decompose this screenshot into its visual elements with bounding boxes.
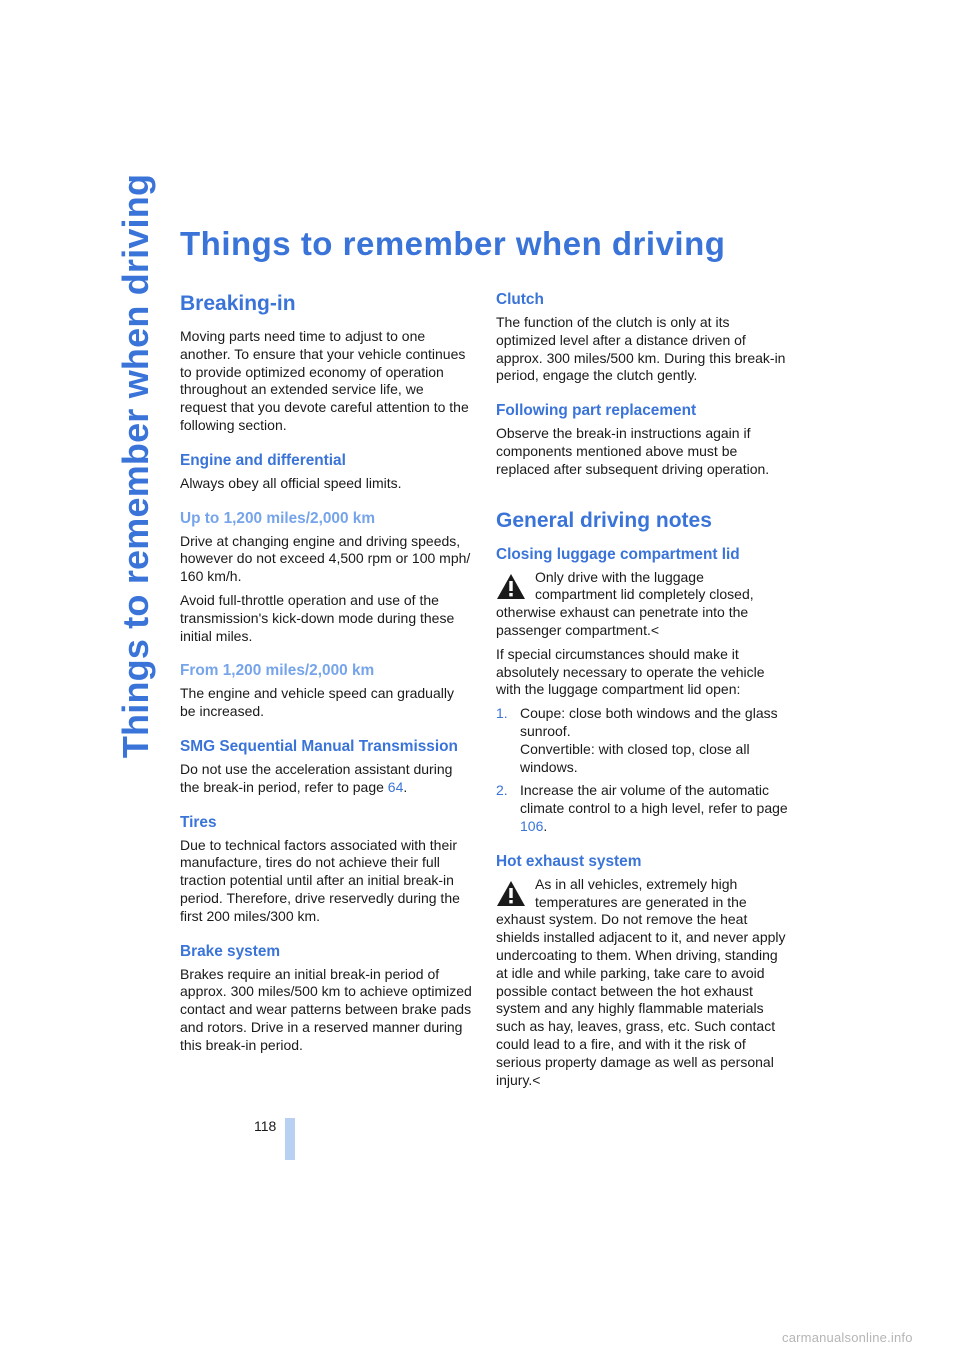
luggage-steps bbox=[496, 705, 788, 836]
warning-triangle-icon bbox=[496, 879, 526, 909]
luggage-text: If special circumstances should make it absolutely necessary to operate the vehicle with the luggage compartment lid open: bbox=[496, 645, 765, 698]
page-number-bar bbox=[285, 1118, 295, 1160]
replacement-heading: Following part replacement bbox=[496, 402, 697, 420]
clutch-heading: Clutch bbox=[496, 291, 544, 308]
clutch-text: The function of the clutch is only at its optimized level after a distance driven of approx. 300 miles/500 km. During this break-in period, engage the clutch gently. bbox=[496, 314, 786, 384]
general-notes-heading: General driving notes bbox=[496, 508, 712, 532]
engine-heading: Engine and differential bbox=[180, 451, 346, 469]
engine-text: Always obey all official speed limits. bbox=[180, 474, 402, 491]
page-title: Things to remember when driving bbox=[180, 225, 726, 262]
exhaust-warning bbox=[496, 876, 788, 1090]
exhaust-heading: Hot exhaust system bbox=[496, 852, 642, 870]
smg-text-after: . bbox=[403, 778, 408, 795]
up-to-text-1: Drive at changing engine and driving speeds, however do not exceed 4,500 rpm or 100 mph/ 160 km/h. bbox=[180, 532, 471, 585]
page-number: 118 bbox=[254, 1118, 277, 1134]
up-to-heading: Up to 1,200 miles/2,000 km bbox=[180, 509, 376, 527]
step-2-text-before: Increase the air volume of the automatic climate control to a high level, refer to page bbox=[520, 782, 788, 817]
breaking-in-intro: Moving parts need time to adjust to one another. To ensure that your vehicle continues to provide optimized economy of operation throughout an extended service life, we request that you devote careful attention to the following section. bbox=[180, 328, 469, 433]
from-text: The engine and vehicle speed can gradually be increased. bbox=[180, 685, 454, 720]
up-to-text-2: Avoid full-throttle operation and use of the transmission's kick-down mode during these initial miles. bbox=[180, 591, 455, 644]
side-chapter-title-text: Things to remember when driving bbox=[115, 173, 156, 759]
step-1-text-1: Coupe: close both windows and the glass sunroof. bbox=[520, 705, 778, 739]
smg-page-link[interactable]: 64 bbox=[387, 778, 404, 795]
luggage-warning-text: Only drive with the luggage compartment lid completely closed, otherwise exhaust can penetrate into the passenger compartment.< bbox=[496, 568, 754, 638]
luggage-step-1 bbox=[496, 705, 788, 776]
luggage-heading: Closing luggage compartment lid bbox=[496, 545, 740, 563]
side-chapter-title bbox=[113, 173, 159, 759]
right-column bbox=[496, 290, 788, 1095]
step-2-page-link[interactable]: 106 bbox=[520, 817, 544, 834]
watermark: carmanualsonline.info bbox=[782, 1330, 913, 1345]
smg-heading: SMG Sequential Manual Transmission bbox=[180, 737, 458, 755]
replacement-text: Observe the break-in instructions again if components mentioned above must be replaced after subsequent driving operation. bbox=[496, 425, 770, 477]
smg-text bbox=[180, 761, 472, 797]
brakes-heading: Brake system bbox=[180, 942, 281, 960]
luggage-warning bbox=[496, 569, 788, 640]
step-2-text-after: . bbox=[543, 817, 548, 834]
step-number: 2. bbox=[496, 782, 508, 799]
from-heading: From 1,200 miles/2,000 km bbox=[180, 662, 375, 680]
warning-triangle-icon bbox=[496, 572, 526, 602]
left-column bbox=[180, 290, 472, 1061]
step-number: 1. bbox=[496, 705, 508, 722]
luggage-step-2 bbox=[496, 782, 788, 835]
exhaust-warning-text: As in all vehicles, extremely high temperatures are generated in the exhaust system. Do not remove the heat shields installed adjacent to it, and never apply undercoating to them. When driving, standing at idle and while parking, take care to avoid possible contact between the hot exhaust system and any highly flammable materials such as hay, leaves, grass, etc. Such contact could lead to a fire, and with it the risk of serious property damage as well as personal injury.< bbox=[496, 875, 786, 1088]
breaking-in-heading: Breaking-in bbox=[180, 292, 296, 315]
step-1-text-2: Convertible: with closed top, close all windows. bbox=[520, 740, 750, 775]
brakes-text: Brakes require an initial break-in period of approx. 300 miles/500 km to achieve optimized contact and wear patterns between brake pads and rotors. Drive in a reserved manner during this break-in period. bbox=[180, 965, 472, 1053]
tires-text: Due to technical factors associated with their manufacture, tires do not achieve their full traction potential until after an initial break-in period. Therefore, drive reservedly during the first 200 miles/300 km. bbox=[180, 836, 460, 924]
tires-heading: Tires bbox=[180, 813, 217, 831]
smg-text-before: Do not use the acceleration assistant during the break-in period, refer to page bbox=[180, 760, 453, 795]
